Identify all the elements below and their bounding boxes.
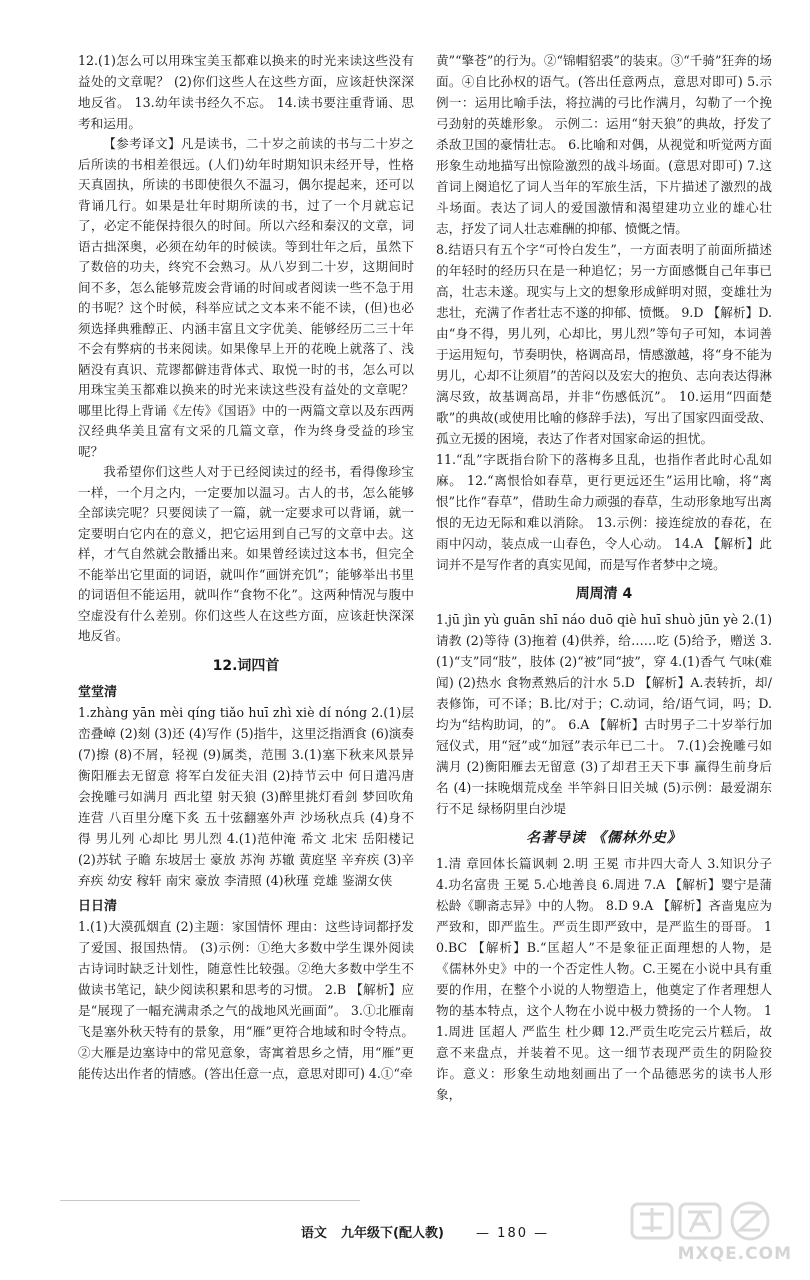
section-title: 12.词四首: [212, 657, 280, 674]
answer-paragraph: 12.(1)怎么可以用珠宝美玉都难以换来的时光来读这些没有益处的文章呢？ (2)你们这些人在这些方面，应该赶快深深地反省。 13.幼年读书经久不忘。 14.读书要注重背诵、思考和运用。: [78, 53, 414, 131]
left-column: [78, 50, 414, 1084]
mingzhu-answers: 1.清 章回体长篇讽刺 2.明 王冕 市井四大奇人 3.知识分子 4.功名富贵 王冕 5.心地善良 6.周进 7.A 【解析】婴宁是蒲松龄《聊斋志异》中的人物。 8.D 9.A 【解析】吝啬鬼应为严致和，即严监生。严贡生即严致中，是严监生的哥哥。 10.BC 【解析】B.“匡超人”不是象征正面理想的人物，是《儒林外史》中的一个否定性人物。C.王冕在小说中具有重要的作用，在整个小说的人物塑造上，他奠定了作者理想人物的基本特点，这个人物在小说中极力赞扬的一个人物。 11.周进 匡超人 严监生 杜少卿 12.严贡生吃完云片糕后，故意不来盘点，并装着不见。这一细节表现严贡生的阴险狡诈。意义：形象生动地刻画出了一个品德恶劣的读书人形象，: [436, 856, 772, 1102]
tangtang-answers: 1.zhàng yān mèi qíng tiǎo huī zhì xiè dí nóng 2.(1)层峦叠嶂 (2)刻 (3)还 (4)写作 (5)指牛，这里泛指酒食 (6)演奏 (7)擦 (8)不屑，轻视 (9)属类，范围 3.(1)塞下秋来风景异 衡阳雁去无留意 将军白发征夫泪 (2)持节云中 何日遣冯唐 会挽雕弓如满月 西北望 射天狼 (3)醉里挑灯看剑 梦回吹角连营 八百里分麾下炙 五十弦翻塞外声 沙场秋点兵 (4)身不得 男儿列 心却比 男儿烈 4.(1)范仲淹 希文 北宋 岳阳楼记 (2)苏轼 子瞻 东坡居士 豪放 苏洵 苏辙 黄庭坚 辛弃疾 (3)辛弃疾 幼安 稼轩 南宋 豪放 李清照 (4)秋瑾 竞雄 鉴湖女侠: [78, 704, 414, 888]
footer-subject: 语文: [300, 1226, 327, 1241]
translation-paragraph-1: 【参考译文】凡是读书，二十岁之前读的书与二十岁之后所读的书相差很远。(人们)幼年时期知识未经开导，性格天真固执，所读的书即使很久不温习，偶尔提起来，还可以背诵几行。如果是壮年时期所读的书，过了一个月就忘记了，必定不能保持很久的时间。所以六经和秦汉的文章，词语古拙深奥，必须在幼年的时候读。等到壮年之后，虽然下了数倍的功夫，终究不会熟习。从八岁到二十岁，这期间时间不多，怎么能够荒废会背诵的时间或者阅读一些不急于用的书呢？这个时候，科举应试之文本来不能不读，(但)也必须选择典雅醇正、内涵丰富且文字优美、能够经历二三十年不会有弊病的书来阅读。如果像早上开的花晚上就落了、浅陋没有真识、荒谬都僻违背体式、取悦一时的书，怎么可以用珠宝美玉都难以换来的时光来读这些没有益处的文章呢？哪里比得上背诵《左传》《国语》中的一两篇文章以及东西两汉经典华美且富有文采的几篇文章，作为终身受益的珍宝呢？: [78, 136, 414, 459]
zhouzhou-heading: 周周清 4: [575, 586, 633, 602]
mingzhu-heading: 名著导读 《儒林外史》: [526, 830, 682, 846]
page-number: — 180 —: [476, 1226, 550, 1241]
zhouzhou-answers: 1.jū jìn yù guān shī náo duō qiè huī shuò jūn yè 2.(1)请教 (2)等待 (3)拖着 (4)供养，给……吃 (5)给予，赠送 3.(1)“支”同“肢”，肢体 (2)“被”同“披”，穿 4.(1)香气 气味(难闻) (2)热水 食物煮熟后的汁水 5.D 【解析】A.表转折，却/表修饰，可不译；B.比/对于；C.动词，给/语气词，吗；D.均为“结构助词，的”。 6.A 【解析】古时男子二十岁举行加冠仪式，用“冠”或“加冠”表示年已二十。 7.(1)会挽雕弓如满月 (2)衡阳雁去无留意 (3)了却君王天下事 赢得生前身后名 (4)一抹晚烟荒戍垒 半竿斜日旧关城 (5)示例：最爱湖东行不足 绿杨阴里白沙堤: [436, 612, 772, 816]
footer-rule: [60, 1200, 360, 1201]
riri-heading: 日日清: [78, 898, 118, 914]
footer-grade: 九年级下(配人教): [341, 1226, 444, 1241]
answer-paragraph-2: 8.结语只有五个字“可怜白发生”，一方面表明了前面所描述的年轻时的经历只在是一种追忆；另一方面感慨自己年事已高，壮志未遂。现实与上文的想象形成鲜明对照，变雄壮为悲壮，充满了作者壮志不遂的抑郁、愤慨。 9.D 【解析】D.由“身不得，男儿列，心却比，男儿烈”等句子可知，本词善于运用短句，节奏明快，格调高昂，情感激越，将“身不能为男儿，心却不让须眉”的苦闷以及宏大的抱负、志向表达得淋漓尽致，故基调高昂，并非“伤感低沉”。 10.运用“四面楚歌”的典故(或使用比喻的修辞手法)，写出了国家四面受敌、孤立无援的困境，表达了作者对国家命运的担忧。: [436, 242, 772, 446]
tangtang-heading: 堂堂清: [78, 684, 118, 700]
riri-answers: 1.(1)大漠孤烟直 (2)主题：家国情怀 理由：这些诗词都抒发了爱国、报国热情。 (3)示例：①绝大多数中学生课外阅读古诗词时缺乏计划性，随意性比较强。②绝大多数中学生不做读书笔记，缺少阅读积累和思考的习惯。 2.B 【解析】应是“展现了一幅充满肃杀之气的战地风光画面”。 3.①北雁南飞是塞外秋天特有的景象，用“雁”更符合地域和时令特点。②大雁是边塞诗中的常见意象，寄寓着思乡之情，用“雁”更能传达出作者的情感。(答出任意一点，意思对即可) 4.①“牵: [78, 918, 414, 1081]
watermark-text: MXQE.COM: [677, 1244, 792, 1264]
page: [78, 50, 772, 1241]
answer-paragraph-3: 11.“乱”字既指台阶下的落梅多且乱，也指作者此时心乱如麻。 12.“离恨恰如春草，更行更远还生”运用比喻，将“离恨”比作“春草”，借助生命力顽强的春草，生动形象地写出离恨的无边无际和难以消除。 13.示例：接连绽放的春花，在雨中闪动，装点成一山春色，令人心动。 14.A 【解析】此词并不是写作者的真实见闻，而是写作者梦中之境。: [436, 452, 772, 572]
answer-paragraph-1: 黄”“擎苍”的行为。②“锦帽貂裘”的装束。③“千骑”狂奔的场面。④自比孙权的语气。(答出任意两点，意思对即可) 5.示例一：运用比喻手法，将拉满的弓比作满月，勾勒了一个挽弓劲射的英雄形象。 示例二：运用“射天狼”的典故，抒发了杀敌卫国的豪情壮志。 6.比喻和对偶，从视觉和听觉两方面形象生动地描写出惊险激烈的战斗场面。(意思对即可) 7.这首词上阕追忆了词人当年的军旅生活，下片描述了激烈的战斗场面。表达了词人的爱国激情和渴望建功立业的雄心壮志，抒发了词人壮志难酬的抑郁、愤慨之情。: [436, 53, 772, 236]
answer-stamp-icon: [626, 1200, 796, 1244]
right-column: [436, 50, 772, 1105]
translation-paragraph-2: 我希望你们这些人对于已经阅读过的经书，看得像珍宝一样，一个月之内，一定要加以温习。古人的书，怎么能够全部读完呢？只要阅读了一篇，就一定要求可以背诵，就一定要明白它内在的意义，把它运用到自己写的文章中去。这样，才气自然就会散播出来。如果曾经读过这本书，但完全不能举出它里面的词语，就叫作“画饼充饥”；能够举出书里的词语但不能运用，就叫作“食物不化”。这两种情况与腹中空虚没有什么差别。你们这些人在这些方面，应该赶快深深地反省。: [78, 464, 414, 643]
watermark: [626, 1200, 796, 1264]
